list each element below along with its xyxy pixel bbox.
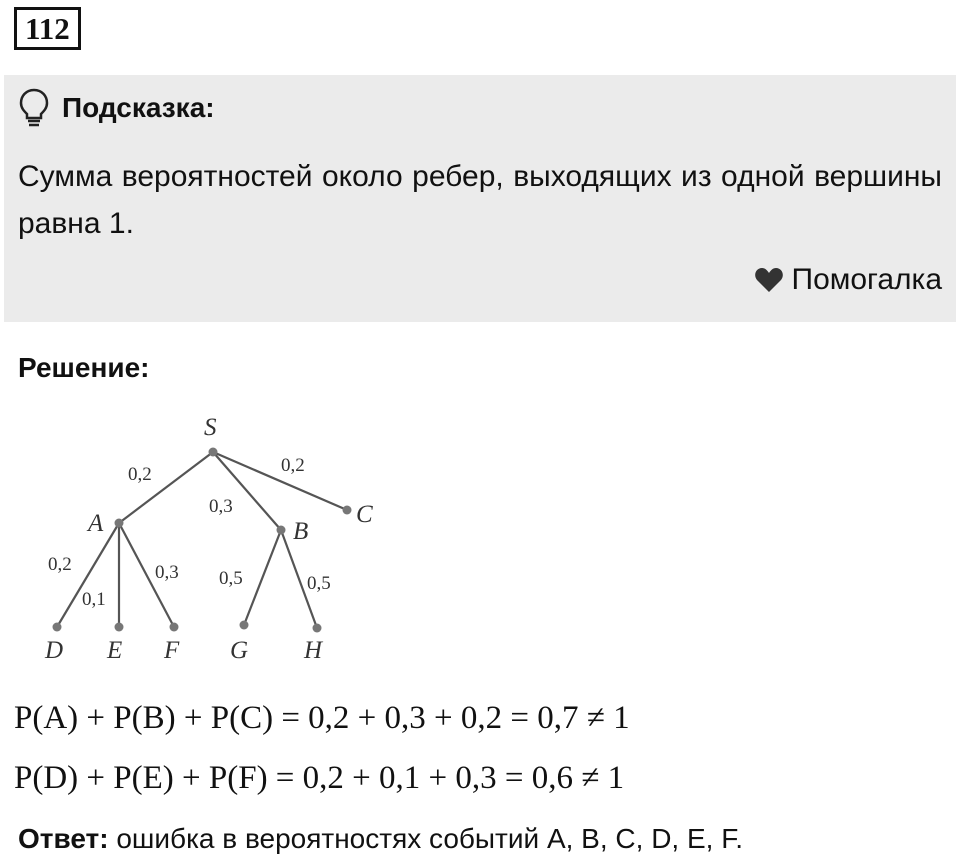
helper-label: Помогалка (791, 263, 942, 296)
hint-header (18, 87, 215, 129)
vertex-D (53, 623, 62, 632)
node-label-E: E (107, 637, 123, 664)
hint-title: Подсказка: (62, 92, 215, 123)
node-label-A: A (88, 510, 104, 537)
edge-label-S-A: 0,2 (128, 464, 152, 485)
edge-label-B-H: 0,5 (307, 573, 331, 594)
vertex-E (115, 623, 124, 632)
lightbulb-icon (18, 87, 50, 129)
edge-S-A (119, 452, 213, 523)
vertex-F (170, 623, 179, 632)
node-label-C: C (356, 501, 373, 528)
task-number: 112 (14, 7, 81, 50)
answer-text: ошибка в вероятностях событий A, B, C, D, E, F. (108, 823, 743, 854)
answer (18, 823, 743, 855)
formula-2: P(D) + P(E) + P(F) = 0,2 + 0,1 + 0,3 = 0,6 ≠ 1 (14, 760, 625, 796)
node-label-H: H (304, 637, 323, 664)
edge-label-A-D: 0,2 (48, 554, 72, 575)
edge-label-A-F: 0,3 (155, 562, 179, 583)
node-label-F: F (164, 637, 180, 664)
edge-B-G (244, 530, 281, 625)
solution-heading: Решение: (18, 352, 150, 383)
edge-label-A-E: 0,1 (82, 589, 106, 610)
heart-icon (754, 267, 784, 293)
probability-tree-diagram (14, 395, 409, 680)
helper-link[interactable] (754, 263, 943, 297)
edge-label-S-B: 0,3 (209, 496, 233, 517)
edge-S-C (213, 452, 347, 510)
edge-label-S-C: 0,2 (281, 455, 305, 476)
hint-text: Сумма вероятностей около ребер, выходящих из одной вершины равна 1. (18, 160, 942, 240)
edge-A-D (57, 523, 119, 627)
vertex-G (240, 621, 249, 630)
edge-S-B (213, 452, 281, 530)
hint-box (4, 75, 956, 322)
answer-label: Ответ: (18, 823, 109, 854)
vertex-A (115, 519, 124, 528)
vertex-H (313, 624, 322, 633)
node-label-S: S (204, 414, 217, 441)
node-label-G: G (230, 637, 249, 664)
vertex-B (277, 526, 286, 535)
edge-label-B-G: 0,5 (219, 568, 243, 589)
vertex-C (343, 506, 352, 515)
formula-1: P(A) + P(B) + P(C) = 0,2 + 0,3 + 0,2 = 0,7 ≠ 1 (14, 700, 630, 736)
node-label-D: D (45, 637, 64, 664)
vertex-S (209, 448, 218, 457)
node-label-B: B (293, 518, 309, 545)
